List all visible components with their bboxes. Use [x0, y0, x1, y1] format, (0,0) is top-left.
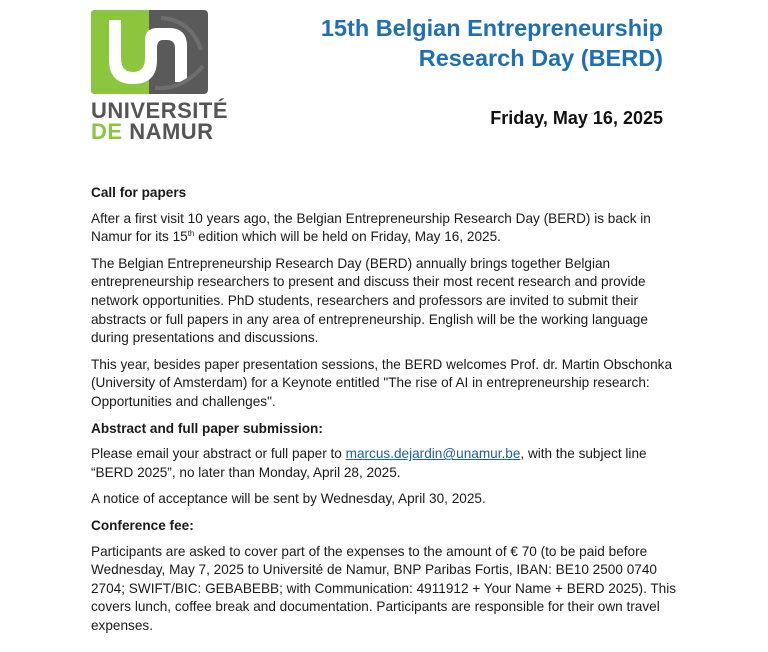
event-title-line-1: 15th Belgian Entrepreneurship [320, 15, 663, 41]
submission-email-link[interactable]: marcus.dejardin@unamur.be [345, 446, 521, 462]
logo-wordmark [91, 98, 229, 144]
logo-word-namur: NAMUR [129, 119, 214, 144]
submission-paragraph [91, 445, 681, 482]
event-title-line-2: Research Day (BERD) [418, 45, 663, 71]
description-paragraph: The Belgian Entrepreneurship Research Day (BERD) annually brings together Belgian entrepreneurship researchers to present and discuss their most recent research and provide network opportunities. PhD students, researchers and professors are invited to submit their abstracts or full papers in any area of entrepreneurship. English will be the working language during presentations and discussions. [91, 255, 648, 346]
universite-namur-logo-icon [91, 10, 208, 94]
submission-text-b: , with the subject line “BERD 2025”, no later than Monday, April 28, 2025. [91, 446, 647, 480]
intro-text-b: edition which will be held on Friday, May 16, 2025. [194, 229, 501, 245]
acceptance-paragraph: A notice of acceptance will be sent by Wednesday, April 30, 2025. [91, 491, 486, 507]
event-title [243, 13, 663, 73]
fee-paragraph: Participants are asked to cover part of the expenses to the amount of € 70 (to be paid before Wednesday, May 7, 2025 to Université de Namur, BNP Paribas Fortis, IBAN: BE10 2500 0740 2704; SWIFT/BIC: GEBABEBB; with Communication: 4911912 + Your Name + BERD 2025). This covers lunch, coffee break and documentation. Participants are responsible for their own travel expenses. [91, 543, 677, 633]
keynote-paragraph: This year, besides paper presentation sessions, the BERD welcomes Prof. dr. Martin Obschonka (University of Amsterdam) for a Keynote entitled "The rise of AI in entrepreneurship research: Opportunities and challenges". [91, 356, 673, 409]
document-body [91, 184, 681, 643]
intro-superscript: th [187, 229, 195, 239]
call-for-papers-heading: Call for papers [91, 185, 187, 200]
submission-heading: Abstract and full paper submission: [91, 420, 323, 436]
intro-paragraph [91, 210, 681, 247]
logo-word-de: DE [91, 119, 123, 144]
logo-line-de-namur [91, 121, 216, 142]
fee-heading: Conference fee: [91, 517, 194, 533]
submission-text-a: Please email your abstract or full paper to [91, 446, 346, 462]
intro-text-a: After a first visit 10 years ago, the Belgian Entrepreneurship Research Day (BERD) is back in Namur for its 15 [91, 210, 651, 245]
event-date: Friday, May 16, 2025 [490, 108, 663, 128]
logo-line-universite: UNIVERSITÉ [91, 98, 229, 123]
